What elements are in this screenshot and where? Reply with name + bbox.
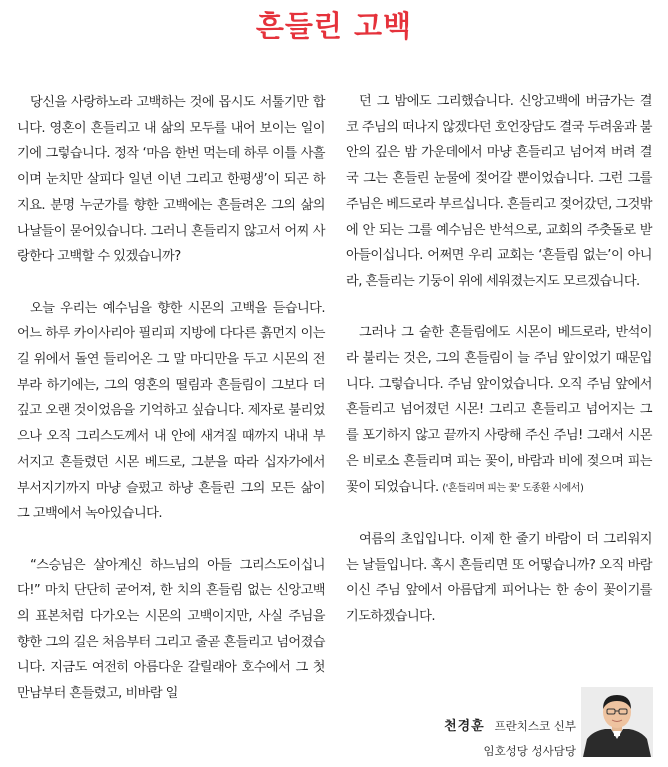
author-name: 천경훈 [444,719,485,734]
author-role: 프란치스코 신부 [494,719,576,733]
author-photo [581,687,653,757]
right-column [346,89,652,630]
paragraph-text: 그러나 그 숱한 흔들림에도 시몬이 베드로라, 반석이라 불리는 것은, 그의 흔들림이 늘 주님 앞이었기 때문입니다. 그렇습니다. 주님 앞이었습니다. 오직 주님 앞에서 흔들리고 넘어졌던 시몬! 그리고 흔들리고 넘어지는 그를 포기하지 않고 끝까지 사랑해 주신 주님! 그래서 시몬은 비로소 흔들리며 피는 꽃이, 바람과 비에 젖으며 피는 꽃이 되었습니다. [346,325,652,495]
poem-citation: ('흔들리며 피는 꽃' 도종환 시에서) [442,482,584,494]
paragraph: 여름의 초입입니다. 이제 한 줄기 바람이 더 그리워지는 날들입니다. 혹시 흔들리면 또 어떻습니까? 오직 바람이신 주님 앞에서 아름답게 피어나는 한 송이 꽃이기를 기도하겠습니다. [346,531,652,625]
paragraph [346,320,652,501]
author-parish: 임호성당 성사담당 [483,744,576,758]
paragraph: 던 그 밤에도 그리했습니다. 신앙고백에 버금가는 결코 주님의 떠나지 않겠다던 호언장담도 결국 두려움과 불안의 깊은 밤 가운데에서 마냥 흔들리고 넘어져 버려 결국 그는 흔들린 눈물에 젖어갈 뿐이었습니다. 그런 그를 주님은 베드로라 부르십니다. 흔들리고 젖어갔던, 그것밖에 안 되는 그를 예수님은 반석으로, 교회의 주춧돌로 받아들이십니다. 어쩌면 우리 교회는 ‘흔들림 없는’이 아니라, 흔들리는 기둥이 위에 세워졌는지도 모르겠습니다. [346,94,652,289]
paragraph: 당신을 사랑하노라 고백하는 것에 몹시도 서툴기만 합니다. 영혼이 흔들리고 내 삶의 모두를 내어 보이는 일이기에 그렇습니다. 정작 ‘마음 한번 먹는데 하루 이틀 사흘이며 눈치만 살피다 일년 이년 그리고 한평생’이 되곤 하지요. 분명 누군가를 향한 고백에는 흔들려온 그의 삶의 나날들이 묻어있습니다. 그러니 흔들리지 않고서 어찌 사랑한다 고백할 수 있겠습니까? [17,95,325,265]
author-signature [444,714,576,763]
article-title: 흔들린 고백 [255,9,413,43]
left-column [17,90,325,707]
paragraph: 오늘 우리는 예수님을 향한 시몬의 고백을 듣습니다. 어느 하루 카이사리아 필리피 지방에 다다른 흙먼지 이는 길 위에서 돌연 들리어온 그 말 마디만을 두고 시몬의 전부라 하기에는, 그의 영혼의 떨림과 흔들림이 그보다 더 깊고 오랜 것이었음을 기억하고 싶습니다. 제자로 불리었으나 오직 그리스도께서 내 안에 새겨질 때까지 내내 부서지고 흔들렸던 시몬 베드로, 그분을 따라 십자가에서 부서지기까지 마냥 슬펐고 하냥 흔들린 그의 모든 삶이 그 고백에서 녹아있습니다. [17,300,325,522]
priest-portrait-icon [581,687,653,757]
paragraph: “스승님은 살아계신 하느님의 아들 그리스도이십니다!” 마치 단단히 굳어져, 한 치의 흔들림 없는 신앙고백의 표본처럼 다가오는 시몬의 고백이지만, 사실 주님을 향한 그의 길은 처음부터 그리고 줄곧 흔들리고 넘어졌습니다. 지금도 여전히 아름다운 갈릴래아 호수에서 그 첫 만남부터 흔들렸고, 비바람 일 [17,557,325,702]
